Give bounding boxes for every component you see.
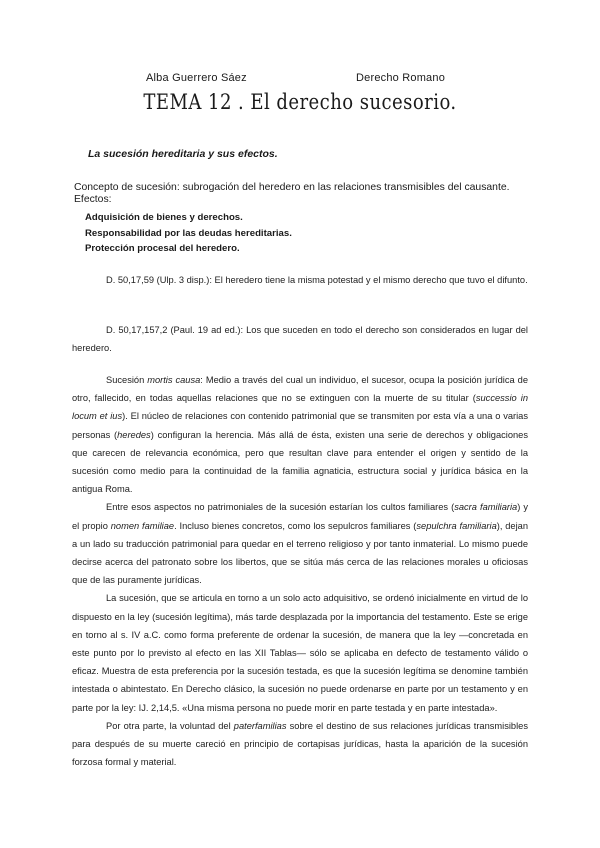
effect-item: Responsabilidad por las deudas hereditarias.: [85, 227, 292, 239]
text-run: Entre esos aspectos no patrimoniales de la sucesión estarían los cultos familiares (: [106, 502, 455, 513]
italic-term: successio in locum et ius: [72, 393, 528, 422]
page-title: TEMA 12 . El derecho sucesorio.: [143, 90, 457, 114]
paragraph-mortis-causa: [72, 371, 528, 498]
digest-quote-2: [72, 321, 528, 357]
italic-term: heredes: [117, 429, 151, 440]
paragraph-succession-order: La sucesión, que se articula en torno a un solo acto adquisitivo, se ordenó inicialmente en virtud de lo dispuesto en la ley (sucesión legítima), más tarde desplazada por la importancia del testamento. Este se erige en torno al s. IV a.C. como forma preferente de ordenar la sucesión, de manera que la ley —concretada en este punto por lo previsto al efecto en las XII Tablas— sólo se aplicaba en defecto de testamento válido o eficaz. Muestra de esta preferencia por la sucesión testada, es que la sucesión legítima se denomine también intestada o abintestato. En Derecho clásico, la sucesión no puede ordenarse en parte por un testamento y en parte por la ley: IJ. 2,14,5. «Una misma persona no puede morir en parte testada y en parte intestada».: [72, 593, 528, 713]
author-name: Alba Guerrero Sáez: [146, 72, 247, 84]
main-body: [72, 371, 528, 771]
text-run: Por otra parte, la voluntad del: [106, 720, 234, 731]
italic-term: nomen familiae: [110, 520, 175, 531]
paragraph-non-patrimonial: [72, 498, 528, 589]
concept-definition: Concepto de sucesión: subrogación del heredero en las relaciones transmisibles del causante. Efectos:: [74, 182, 510, 205]
italic-term: sepulchra familiaria: [416, 520, 497, 531]
text-run: ) y el propio: [72, 502, 528, 531]
paragraph-paterfamilias: [72, 717, 528, 772]
quote-text: D. 50,17,157,2 (Paul. 19 ad ed.): Los que suceden en todo el derecho son considerados en lugar del heredero.: [72, 325, 528, 354]
digest-quote-1: [72, 271, 528, 289]
section-heading: La sucesión hereditaria y sus efectos.: [88, 148, 278, 160]
text-run: Sucesión: [106, 375, 148, 385]
effects-list: [85, 210, 292, 257]
italic-term: sacra familiaria: [454, 502, 518, 513]
text-run: : Medio a través del cual un individuo, el sucesor, ocupa la posición jurídica de otro, fallecido, en todas aquellas relaciones que no se extinguen con la muerte de su titular (: [72, 375, 528, 404]
effect-item: Adquisición de bienes y derechos.: [85, 212, 243, 223]
text-run: sobre el destino de sus relaciones jurídicas transmisibles para después de su muerte careció en principio de cortapisas jurídicas, hasta la aparición de la sucesión forzosa formal y material.: [72, 720, 528, 768]
text-run: ). El núcleo de relaciones con contenido patrimonial que se transmiten por esta vía a una o varias personas (: [72, 411, 529, 440]
quote-text: D. 50,17,59 (Ulp. 3 disp.): El heredero tiene la misma potestad y el mismo derecho que tuvo el difunto.: [106, 275, 528, 285]
text-run: ), dejan a un lado su traducción patrimonial para quedar en el terreno religioso y por tanto inmaterial. Lo mismo puede decirse acerca del patronato sobre los libertos, que se sitúa más cerca de las relaciones morales u oficiosas que de las puramente jurídicas.: [72, 520, 529, 586]
effect-item: Protección procesal del heredero.: [85, 243, 240, 254]
text-run: ) configuran la herencia. Más allá de ésta, existen una serie de derechos y obligaciones que carecen de relevancia económica, pero que resultan clave para entender el origen y sentido de la sucesión como medio para la continuidad de la familia agnaticia, estructura social y jurídica básica en la antigua Roma.: [72, 429, 528, 495]
italic-term: mortis causa: [147, 375, 201, 385]
text-run: . Incluso bienes concretos, como los sepulcros familiares (: [174, 520, 417, 531]
italic-term: paterfamilias: [233, 720, 287, 731]
subject-name: Derecho Romano: [356, 72, 446, 84]
